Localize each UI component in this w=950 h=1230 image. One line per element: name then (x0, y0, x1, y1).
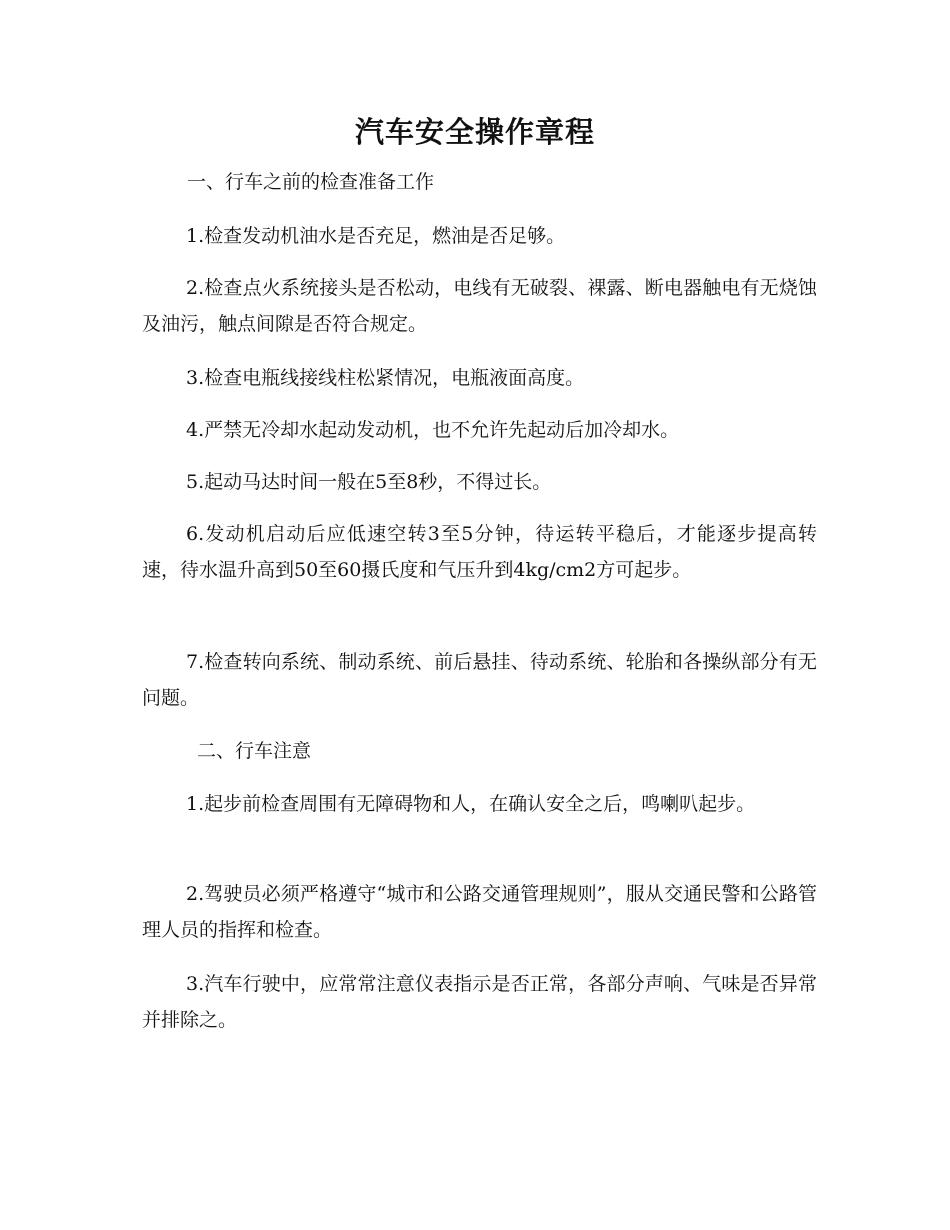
paragraph-1-6: 6.发动机启动后应低速空转3至5分钟，待运转平稳后，才能逐步提高转速，待水温升高到50至60摄氏度和气压升到4kg/cm2方可起步。 (142, 523, 817, 581)
paragraph-1-5: 5.起动马达时间一般在5至8秒，不得过长。 (186, 471, 552, 493)
paragraph-2-1: 1.起步前检查周围有无障碍物和人，在确认安全之后，鸣喇叭起步。 (186, 793, 756, 815)
page-title: 汽车安全操作章程 (354, 115, 595, 149)
paragraph-1-2: 2.检查点火系统接头是否松动，电线有无破裂、裸露、断电器触电有无烧蚀及油污，触点间隙是否符合规定。 (142, 277, 817, 335)
paragraph-1-7: 7.检查转向系统、制动系统、前后悬挂、待动系统、轮胎和各操纵部分有无问题。 (142, 651, 817, 709)
section-heading-driving-notes: 二、行车注意 (197, 740, 312, 762)
section-heading-pre-drive-checks: 一、行车之前的检查准备工作 (187, 171, 435, 193)
paragraph-1-3: 3.检查电瓶线接线柱松紧情况，电瓶液面高度。 (186, 367, 585, 389)
paragraph-1-1: 1.检查发动机油水是否充足，燃油是否足够。 (186, 225, 566, 247)
paragraph-1-4: 4.严禁无冷却水起动发动机，也不允许先起动后加冷却水。 (186, 419, 680, 441)
paragraph-2-3: 3.汽车行驶中，应常常注意仪表指示是否正常，各部分声响、气味是否异常并排除之。 (142, 973, 817, 1031)
paragraph-2-2: 2.驾驶员必须严格遵守“城市和公路交通管理规则”，服从交通民警和公路管理人员的指挥和检查。 (142, 883, 817, 941)
